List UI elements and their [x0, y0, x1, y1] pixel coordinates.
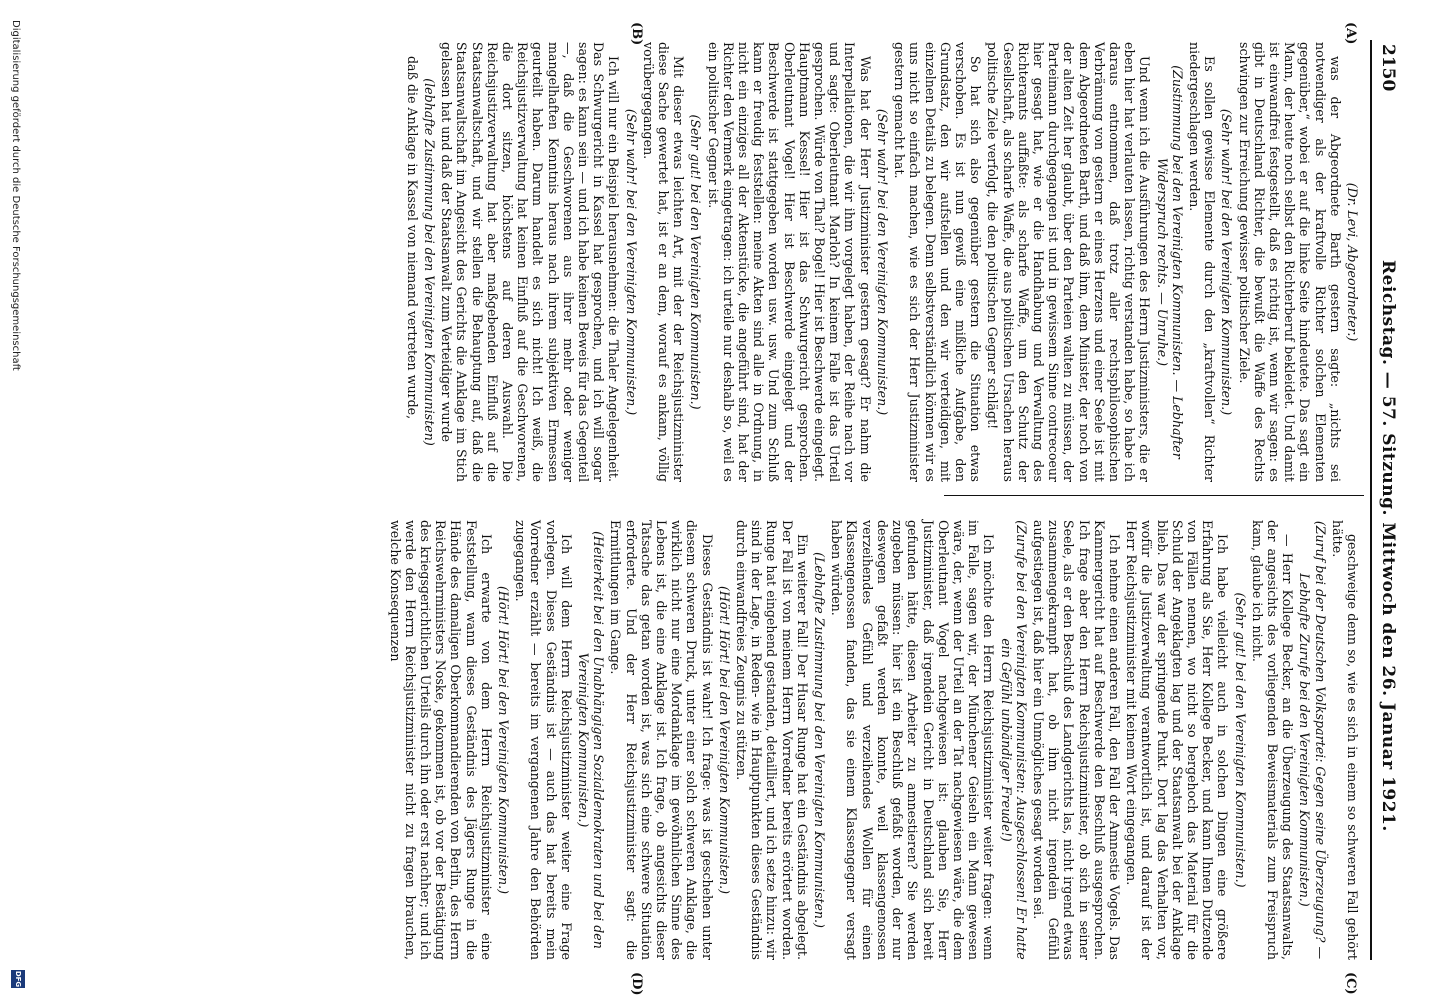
paragraph: (Zurufe bei den Vereinigten Kommunisten: Ausgeschlossen! Er hatte ein Gefühl unbändiger Freude!)	[998, 520, 1029, 960]
paragraph: (lebhafte Zustimmung bei den Vereinigten Kommunisten)	[422, 78, 438, 446]
page-number: 2150	[1378, 44, 1398, 92]
margin-letter-d: (D)	[629, 972, 644, 996]
paragraph: So hat sich also gegenüber gestern die Situation etwas verschoben. Es ist nun gewiß eine mißliche Aufgabe, den Grundsatz, den wir aufstellen und den wir verteidigen, mit einzelnen Details zu belegen. Denn selbstverständlich können wir es uns nicht so einfach machen, wie es sich der Herr Justizminister gestern gemacht hat.	[892, 42, 984, 482]
paragraph: (Hört! Hört! bei den Vereinigten Kommunisten.)	[716, 585, 732, 895]
paragraph: (Sehr gut! bei den Vereinigten Kommunisten.)	[1232, 592, 1248, 888]
paragraph: (Lebhafte Zustimmung bei den Vereinigten Kommunisten.)	[812, 552, 828, 928]
paragraph: Ich will nur ein Beispiel herausnehmen: die Thaler Angelegenheit. Das Schwurgericht in Kassel hat gesprochen, und ich will sogar sagen: es kann sein — und ich habe keinen Beweis für das Gegenteil —, daß die Geschworenen aus ihrer mehr oder weniger mangelhaften Kenntnis heraus nach ihrem subjektiven Ermessen geurteilt haben. Darum handelt es sich nicht! Ich weiß, die Reichsjustizverwaltung hat keinen Einfluß auf die Geschworenen, die dort sitzen, höchstens auf deren Auswahl. Die Reichsjustizverwaltung hat aber maßgebenden Einfluß auf die Staatsanwaltschaft, und wir stellen die Behauptung auf, daß die Staatsanwaltschaft im Angesicht des Gerichts die Anklage im Stich gelassen hat und daß der Staatsanwalt zum Verteidiger wurde	[439, 42, 622, 482]
paragraph: (Heiterkeit bei den Unabhängigen Sozialdemokraten und bei den Vereinigten Kommunisten.)	[576, 531, 607, 949]
paragraph: Es sollen gewisse Elemente durch den „kraftvollen“ Richter niedergeschlagen werden.	[1186, 42, 1218, 482]
column-divider	[944, 495, 1364, 496]
footer	[3, 0, 29, 1000]
paragraph: (Sehr wahr! bei den Vereinigten Kommunisten.)	[874, 108, 890, 416]
paragraph: (Sehr wahr! bei den Vereinigten Kommunisten.)	[623, 108, 639, 416]
paragraph: (Zuruf bei der Deutschen Volkspartei: Gegen seine Überzeugung? — Lebhafte Zurufe bei den Vereinigten Kommunisten.)	[1297, 520, 1328, 960]
paragraph: daß die Anklage in Kassel von niemand vertreten wurde,	[404, 56, 420, 420]
paragraph: Was hat der Herr Justizminister gestern gesagt? Er nahm die Interpellationen, die wir ihm vorgelegt haben, der Reihe nach vor und sagte: Oberleutnant Marloh? In keinem Falle ist das Urteil gesprochen. Würde von Thal? Bogel! Hier ist Beschwerde eingelegt. Hauptmann Kessel! Hier ist das Schwurgericht gesprochen. Oberleutnant Vogel! Hier ist Beschwerde eingelegt und der Beschwerde ist stattgegeben worden usw. usw. Und zum Schluß kann er freudig feststellen: meine Akten sind alle in Ordnung, in nicht ein einziges all der Aktenstücke, die angeführt sind, hat der Richter den Vermerk eingetragen: ich urteile nur deshalb so, weil es ein politischer Gegner ist.	[705, 42, 873, 482]
paragraph: — Herr Kollege Becker, an die Überzeugung des Staatsanwalts, der angesichts des vorliegenden Beweismaterials zum Freispruch kam, glaube ich nicht.	[1249, 520, 1296, 960]
paragraph: (Sehr gut! bei den Vereinigten Kommunisten.)	[688, 114, 704, 410]
left-column	[403, 42, 1360, 482]
paragraph: Ich möchte den Herrn Reichsjustizminister weiter fragen: wenn im Falle, sagen wir, der Münchener Geiseln ein Mann gewesen wäre, der, wenn der Urteil an der Tat nachgewiesen wäre, die dem Oberleutnant Vogel nachgewiesen ist: glauben Sie, Herr Justizminister, daß irgendein Gericht in Deutschland sich bereit gefunden hätte, diesen Arbeiter zu amnestieren? Sie werden zugeben müssen: hier ist ein Beschluß gefaßt worden, der nur deswegen gefaßt werden konnte, weil klassengenossen verzeihendes Gefühl und verzeihendes Wollen für einen Klassengenossen fanden, das sie einem Klassengegner versagt haben würden.	[829, 520, 997, 960]
right-column	[385, 520, 1360, 960]
paragraph: (Sehr wahr! bei den Vereinigten Kommunisten.)	[1219, 108, 1235, 416]
paragraph: Ich erwarte von dem Herrn Reichsjustizminister eine Feststellung, wann dieses Geständnis des Jägers Runge in die Hände des damaligen Oberkommandierenden von Berlin, des Herrn Reichswehrministers Noske, gekommen ist, ob vor der Bestätigung des kriegsgerichtlichen Urteils durch ihn oder erst nachher; und ich werde den Herrn Reichsjustizminister nicht zu fragen brauchen, welche Konsequenzen	[387, 520, 494, 960]
paragraph: Ein weiterer Fall! Der Husar Runge hat ein Geständnis abgelegt. Der Fall ist von meinem Herrn Vorredner bereits erörtert worden. Runge hat eingehend gestanden, detailliert, und ich setze hinzu: wir sind in der Lage, in Reden- wie in Hauptpunkten dieses Geständnis durch einwandfreies Zeugnis zu stützen.	[734, 520, 810, 960]
paragraph: Ich nehme einen anderen Fall, den Fall der Amnestie Vogels. Das Kammergericht hat auf Beschwerde den Beschluß ausgesprochen. Ich frage aber den Herrn Reichsjustizminister, ob sich in seiner Seele, als er den Beschluß des Landgerichts las, nicht irgend etwas zusammengekrampft hat, ob ihm nicht irgendein Gefühl aufgestiegen ist, daß hier ein Unmögliches gesagt worden sei.	[1030, 520, 1122, 960]
paragraph: Ich will dem Herrn Reichsjustizminister weiter eine Frage vorlegen. Dieses Geständnis ist — auch das hat bereits mein Vorredner erzählt — bereits im vergangenen Jahre den Behörden zugegangen.	[513, 520, 574, 960]
paragraph: Ich habe vielleicht auch in solchen Dingen eine größere Erfahrung als Sie, Herr Kollege Becker, und kann Ihnen Dutzende von Fällen nennen, wo nicht so bergehoch das Material für die Schuld der Angeklagten lag und der Staatsanwalt bei der Anklage blieb. Das war der springende Punkt. Dort lag das Verhalten vor, wofür die Justizverwaltung verantwortlich ist, und darauf ist der Herr Reichsjustizminister mit keinem Wort eingegangen.	[1124, 520, 1231, 960]
paragraph: Mit dieser etwas leichten Art, mit der der Reichsjustizminister diese Sache gewertet hat, ist er an dem, worauf es ankam, völlig vorübergegangen.	[640, 42, 687, 482]
paragraph: (Zustimmung bei den Vereinigten Kommunisten. — Lebhafter Widerspruch rechts. — Unruhe.)	[1154, 65, 1185, 459]
margin-letter-a: (A)	[1343, 22, 1358, 45]
paragraph: geschweige denn so, wie es sich in einem so schweren Fall gehört hätte.	[1329, 520, 1360, 960]
header-title: Reichstag. — 57. Sitzung. Mittwoch den 26. Januar 1921.	[1378, 260, 1398, 832]
margin-letter-c: (C)	[1343, 972, 1358, 995]
paragraph: Und wenn ich die Ausführungen des Herrn Justizministers, die er eben hier hat verlauten lassen, richtig verstanden habe, so habe ich daraus entnommen, daß trotz aller rechtsphilosophischen Verbrämung von gestern er eines Herzens und einer Seele ist mit dem Abgeordneten Barth, und daß ihm, dem Minister, der noch von der alten Zeit her glaubt, über den Parteien walten zu müssen, der Parteimann durchgegangen ist und in gewissem Sinne contrecoeur hier gesagt hat, wie er die Handhabung und Verwaltung des Richteramts auffaßte: als scharfe Waffe, um den Schutz der Gesellschaft, als scharfe Waffe, die aus politischen Ursachen heraus politische Ziele verfolgt, die den politischen Gegner schlägt!	[985, 42, 1153, 482]
footer-credit: Digitalisierung gefördert durch die Deutsche Forschungsgemeinschaft	[10, 20, 21, 371]
page-header	[1370, 40, 1404, 960]
paragraph: was der Abgeordnete Barth gestern sagte: „nichts sei notwendiger als der kraftvolle Richter solchen Elementen gegenüber,“ wobei er auf die linke Seite hindeutete. Das sagt ein Mann, der heute noch selbst den Richterberuf bekleidet. Und damit ist einwandfrei festgestellt, daß es richtig ist, wenn wir sagen: es gibt in Deutschland Richter, die bewußt die Waffe des Rechts schwingen zur Erreichung gewisser politischer Ziele.	[1236, 42, 1343, 482]
margin-letter-b: (B)	[629, 22, 644, 46]
paragraph: Dieses Geständnis ist wahr! Ich frage: was ist geschehen unter diesem schweren Druck, unter einer solch schweren Anklage, die wirklich nicht nur eine Mordanklage im gewöhnlichen Sinne des Lebens ist, die eine Anklage ist. Ich frage, ob angesichts dieser Tatsache das getan worden ist, was sich eine schwere Situation erforderte. Und der Herr Reichsjustizminister sagt: die Ermittlungen im Gange.	[608, 520, 715, 960]
paragraph: (Dr. Levi, Abgeordneter.)	[1345, 182, 1360, 342]
dfg-logo: DFG	[11, 970, 25, 988]
paragraph: (Hört! Hört! bei den Vereinigten Kommunisten.)	[496, 585, 512, 895]
